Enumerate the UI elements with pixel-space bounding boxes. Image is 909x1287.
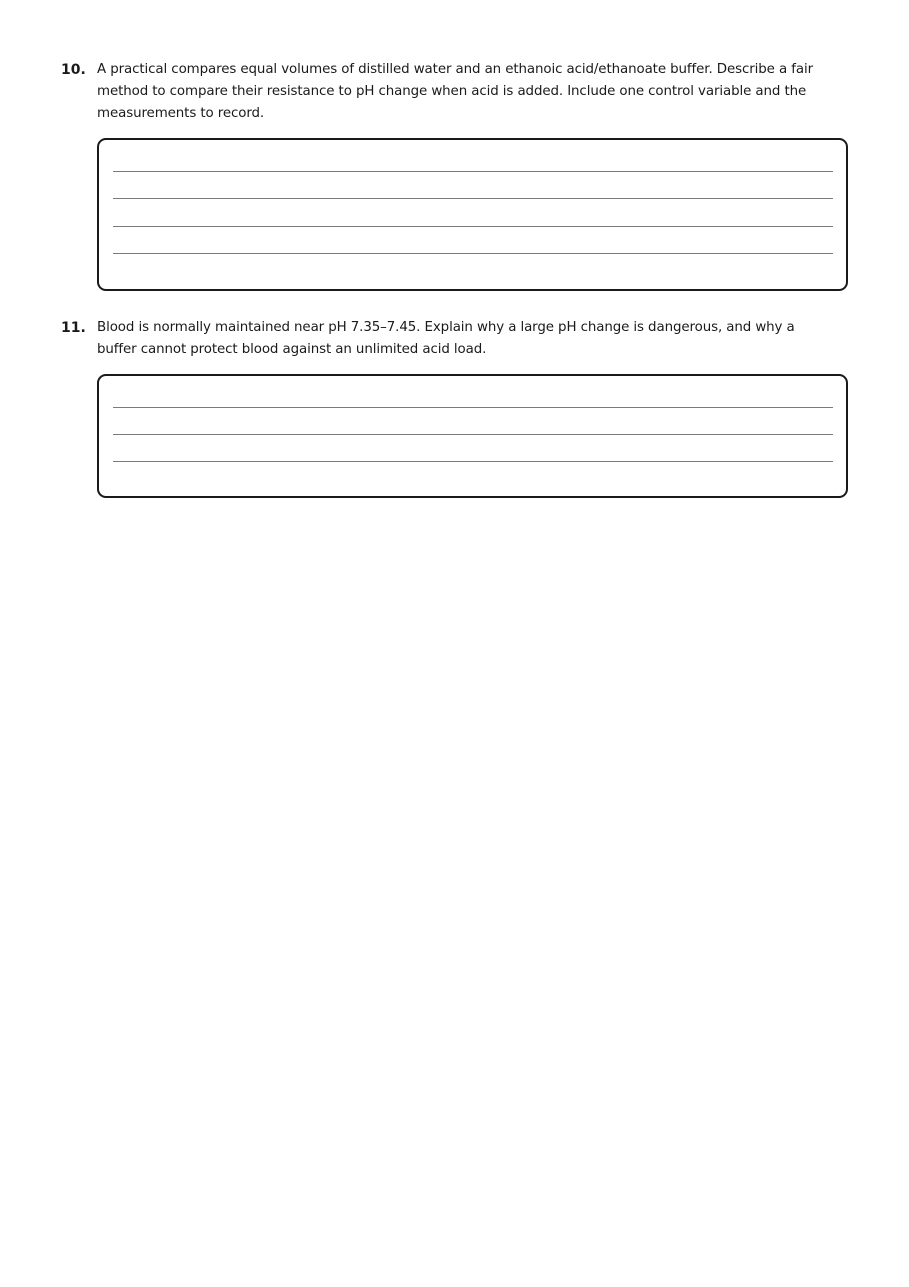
answer-line [113, 407, 833, 408]
answer-line [113, 434, 833, 435]
question-text: A practical compares equal volumes of distilled water and an ethanoic acid/ethanoate buffer. Describe a fair method to compare their resistance to pH change when acid is added. Include one control variable and the measurements to record. [97, 62, 813, 121]
answer-line [113, 226, 833, 227]
question-number: 10. [61, 62, 86, 78]
answer-box-11[interactable] [97, 374, 848, 498]
answer-line [113, 461, 833, 462]
answer-box-10[interactable] [97, 138, 848, 291]
answer-line [113, 253, 833, 254]
question-text: Blood is normally maintained near pH 7.35–7.45. Explain why a large pH change is dangerous, and why a buffer cannot protect blood against an unlimited acid load. [97, 320, 795, 357]
question-number: 11. [61, 320, 86, 336]
answer-line [113, 171, 833, 172]
answer-line [113, 198, 833, 199]
